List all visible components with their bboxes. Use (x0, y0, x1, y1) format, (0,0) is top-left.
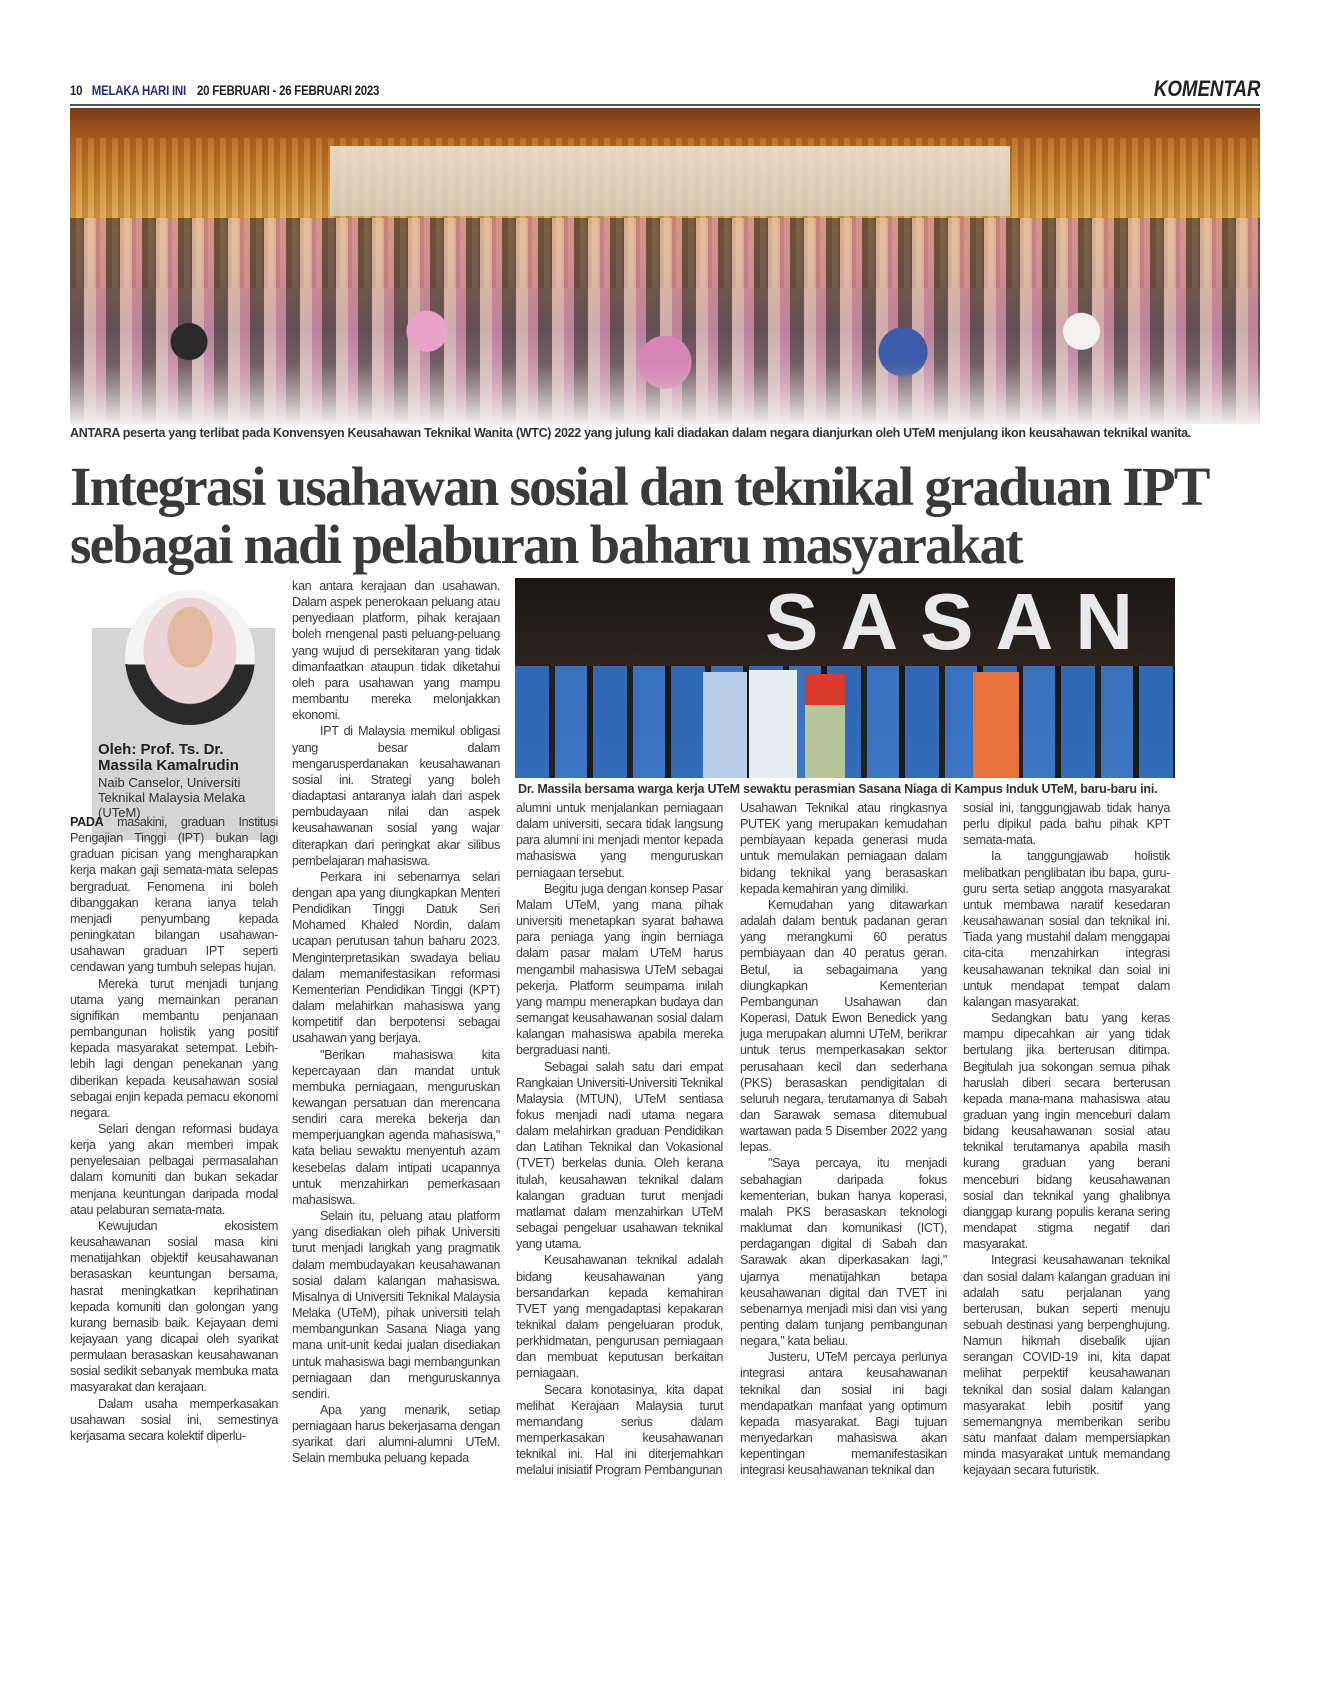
sasana-niaga-photo (515, 578, 1175, 778)
person-white-shirt (749, 670, 797, 778)
article-paragraph: Selari dengan reformasi budaya kerja yang akan memberi impak penyelesaian pelbagai permasalahan dalam komuniti dan bukan sekadar menjana keuntungan daripada modal atau pelaburan semata-mata. (70, 1121, 278, 1217)
author-byline: Oleh: Prof. Ts. Dr. Massila Kamalrudin (98, 741, 239, 774)
page-number: 10 (70, 82, 83, 98)
article-paragraph: Kemudahan yang ditawarkan adalah dalam bentuk padanan geran yang merangkumi 60 peratus pembiayaan dan 40 peratus geran. Betul, ia sebagaimana yang diungkapkan Kementerian Pembangunan Usahawan dan Koperasi, Datuk Ewon Benedick yang juga merupakan alumni UTeM, berikrar untuk terus memperkasakan sektor perusahaan kecil dan sederhana (PKS) berasaskan pendigitalan di seluruh negara, terutamanya di Sabah dan Sarawak semasa ditemubual wartawan pada 5 Disember 2022 yang lepas. (740, 897, 947, 1155)
lead-word: PADA (70, 815, 104, 829)
top-photo-caption: ANTARA peserta yang terlibat pada Konvensyen Keusahawan Teknikal Wanita (WTC) 2022 yang julung kali diadakan dalam negara dianjurkan oleh UTeM menjulang ikon keusahawan teknikal wanita. (70, 426, 1191, 440)
article-paragraph: Usahawan Teknikal atau ringkasnya PUTEK yang merupakan kemudahan pembiayaan kepada generasi muda untuk memulakan perniagaan dalam bidang teknikal yang berasaskan kepada kemahiran yang dimiliki. (740, 801, 947, 896)
article-paragraph: "Saya percaya, itu menjadi sebahagian daripada fokus kementerian, bukan hanya koperasi, malah PKS berasaskan teknologi maklumat dan komunikasi (ICT), perdagangan digital di Sabah dan Sarawak akan diperkasakan lagi," ujarnya menatijahkan betapa keusahawanan digital dan TVET ini sebenarnya menjadi misi dan visi yang penting dalam tunjang pembangunan negara," kata beliau. (740, 1156, 947, 1349)
article-paragraph: Mereka turut menjadi tunjang utama yang memainkan peranan signifikan membantu penjanaan pembangunan holistik yang positif kepada masyarakat setempat. Lebih-lebih lagi dengan penekanan yang diberikan kepada keusahawan sosial sebagai enjin kepada pemacu ekonomi negara. (70, 976, 278, 1120)
person-floral-dress (805, 674, 845, 778)
article-headline: Integrasi usahawan sosial dan teknikal graduan IPT sebagai nadi pelaburan baharu masyarakat (70, 456, 1208, 575)
group-of-staff (515, 666, 1175, 778)
article-paragraph: Secara konotasinya, kita dapat melihat Kerajaan Malaysia turut memandang serius dalam memperkasakan keusahawanan teknikal ini. Hal ini diterjemahkan melalui inisiatif Program Pembangunan (516, 1382, 723, 1478)
article-column-1 (70, 814, 278, 1444)
person-light-blue-shirt (703, 672, 747, 778)
article-paragraph: Sedangkan batu yang keras mampu dipecahkan air yang tidak bertulang jika berterusan ditimpa. Begitulah jua sokongan semua pihak haruslah diberi secara berterusan kepada mana-mana mahasiswa atau graduan yang ingin menceburi dalam bidang keusahawanan sosial atau teknikal terutamanya apabila masih kurang graduan yang berani menceburi bidang keusahawanan sosial dan teknikal yang ghalibnya dianggap kurang populis kerana sering mendapat stigma negatif dari masyarakat. (963, 1011, 1170, 1252)
article-paragraph: Keusahawanan teknikal adalah bidang keusahawanan yang bersandarkan kepada kemahiran TVET yang mengadaptasi kepakaran teknikal dalam pengeluaran produk, perkhidmatan, pengurusan perniagaan dan membuat keputusan berkaitan perniagaan. (516, 1253, 723, 1381)
article-paragraph: IPT di Malaysia memikul obligasi yang besar dalam mengarusperdanakan keusahawanan sosial ini. Strategi yang boleh diadaptasi antaranya ialah dari aspek pembudayaan nilai dan aspek keusahawanan sosial yang wajar diterapkan dari peringkat akar silibus pembelajaran mahasiswa. (292, 724, 500, 868)
article-paragraph: Sebagai salah satu dari empat Rangkaian Universiti-Universiti Teknikal Malaysia (MTUN), UTeM sentiasa fokus menjadi nadi utama negara dalam melahirkan graduan Pendidikan dan Latihan Teknikal dan Vokasional (TVET) berkelas dunia. Oleh kerana itulah, keusahawan teknikal dalam kalangan graduan turut menjadi matlamat dalam menzahirkan UTeM sebagai pengeluar usahawan teknikal yang utama. (516, 1059, 723, 1252)
article-paragraph: "Berikan mahasiswa kita kepercayaan dan mandat untuk membuka perniagaan, menguruskan kewangan persatuan dan merencana sendiri cara mereka bekerja dan memperjuangkan agenda mahasiswa," kata beliau sewaktu menyentuh azam kesebelas dalam intipati ucapannya untuk menzahirkan pemerkasaan mahasiswa. (292, 1047, 500, 1207)
header-info (70, 82, 379, 98)
article-paragraph: Dalam usaha memperkasakan usahawan sosial ini, semestinya kerjasama secara kolektif diperlu- (70, 1396, 278, 1443)
article-paragraph: Justeru, UTeM percaya perlunya integrasi antara keusahawanan teknikal dan sosial ini bagi mendapatkan manfaat yang optimum kepada masyarakat. Bagi tujuan menyedarkan mahasiswa akan kepentingan memanifestasikan integrasi keusahawanan teknikal dan (740, 1350, 947, 1478)
issue-date-range: 20 FEBRUARI - 26 FEBRUARI 2023 (197, 82, 380, 98)
paragraph-text: masakini, graduan Institusi Pengajian Tinggi (IPT) bukan lagi graduan picisan yang mengharapkan kerja makan gaji semata-mata selepas bergraduat. Fenomena ini boleh dibanggakan kerana ianya telah menjadi penyumbang kepada peningkatan bilangan usahawan-usahawan graduan IPT seperti cendawan yang tumbuh selepas hujan. (70, 815, 278, 975)
article-column-3 (516, 800, 723, 1479)
page-header (70, 76, 1260, 106)
article-paragraph: kan antara kerajaan dan usahawan. Dalam aspek penerokaan peluang atau penyediaan platform, pihak kerajaan boleh mengenal pasti peluang-peluang yang wujud di persekitaran yang tidak dimanfaatkan ataupun tidak diketahui oleh para usahawan yang mampu membantu mereka melonjakkan ekonomi. (292, 579, 500, 723)
event-crowd-photo (70, 108, 1260, 424)
section-label: KOMENTAR (1153, 76, 1260, 101)
middle-photo-caption: Dr. Massila bersama warga kerja UTeM sewaktu perasmian Sasana Niaga di Kampus Induk UTeM, baru-baru ini. (518, 782, 1158, 796)
exhibition-booths (330, 146, 1010, 216)
author-role: Naib Canselor, Universiti Teknikal Malaysia Melaka (UTeM) (98, 775, 246, 820)
article-paragraph: Begitu juga dengan konsep Pasar Malam UTeM, yang mana pihak universiti menetapkan syarat bahawa para peniaga yang ingin berniaga dalam pasar malam UTeM harus mengambil mahasiswa UTeM sebagai pekerja. Platform seumpama inilah yang mampu menerapkan budaya dan semangat keusahawanan sosial dalam kalangan mahasiswa apabila mereka bergraduasi nanti. (516, 881, 723, 1058)
article-paragraph: Ia tanggungjawab holistik melibatkan penglibatan ibu bapa, guru-guru serta setiap anggota masyarakat untuk membawa naratif kesedaran keusahawanan sosial dan teknikal ini. Tiada yang mustahil dalam menggapai cita-cita menzahirkan integrasi keusahawanan teknikal dan soial ini untuk mendapat tempat dalam kalangan masyarakat. (963, 849, 1170, 1009)
article-paragraph (70, 814, 278, 976)
article-paragraph: Apa yang menarik, setiap perniagaan harus bekerjasama dengan syarikat dari alumni-alumni UTeM. Selain membuka peluang kepada (292, 1402, 500, 1466)
article-paragraph: Perkara ini sebenarnya selari dengan apa yang diungkapkan Menteri Pendidikan Tinggi Datuk Seri Mohamed Khaled Nordin, dalam ucapan perutusan tahun baharu 2023. Menginterpretasikan swadaya beliau dalam memanifestasikan reformasi Kementerian Pendidikan Tinggi (KPT) dalam melahirkan mahasiswa yang kompetitif dan berpotensi sebagai usahawan yang berjaya. (292, 869, 500, 1046)
sasana-sign: SASAN (765, 578, 1156, 666)
article-paragraph: Kewujudan ekosistem keusahawanan sosial masa kini menatijahkan objektif keusahawanan berasaskan keuntungan bersama, hasrat meningkatkan keprihatinan kepada komuniti dan golongan yang kurang bernasib baik. Kejayaan demi kejayaan yang dicapai oleh syarikat permulaan berasaskan keusahawanan sosial sedikit sebanyak membuka mata masyarakat dan kerajaan. (70, 1218, 278, 1395)
article-paragraph: alumni untuk menjalankan perniagaan dalam universiti, secara tidak langsung para alumni ini menjadi mentor kepada mahasiswa yang menguruskan perniagaan tersebut. (516, 801, 723, 880)
publication-name: MELAKA HARI INI (91, 82, 186, 98)
article-paragraph: sosial ini, tanggungjawab tidak hanya perlu dipikul pada bahu pihak KPT semata-mata. (963, 801, 1170, 848)
person-orange-shirt (973, 672, 1019, 778)
article-paragraph: Integrasi keusahawanan teknikal dan sosial dalam kalangan graduan ini adalah satu perjalanan yang berterusan, bukan seperti menuju sebuah destinasi yang berpenghujung. Namun hikmah disebalik ujian serangan COVID-19 ini, kita dapat melihat perpektif keusahawanan teknikal dan sosial dalam kalangan masyarakat lebih positif yang sememangnya memberikan seribu satu manfaat dalam mempersiapkan minda masyarakat untuk memandang kejayaan secara futuristik. (963, 1253, 1170, 1478)
author-portrait (125, 590, 255, 725)
article-paragraph: Selain itu, peluang atau platform yang disediakan oleh pihak Universiti turut menjadi langkah yang pragmatik dalam membudayakan keusahawanan sosial dalam kalangan mahasiswa. Misalnya di Universiti Teknikal Malaysia Melaka (UTeM), pihak universiti telah membangunkan Sasana Niaga yang mana unit-unit kedai jualan disediakan untuk mahasiswa bagi membangunkan perniagaan dan menguruskannya sendiri. (292, 1209, 500, 1401)
article-column-4 (740, 800, 947, 1479)
article-column-2 (292, 578, 500, 1467)
crowd-participants (70, 218, 1260, 424)
article-column-5 (963, 800, 1170, 1479)
